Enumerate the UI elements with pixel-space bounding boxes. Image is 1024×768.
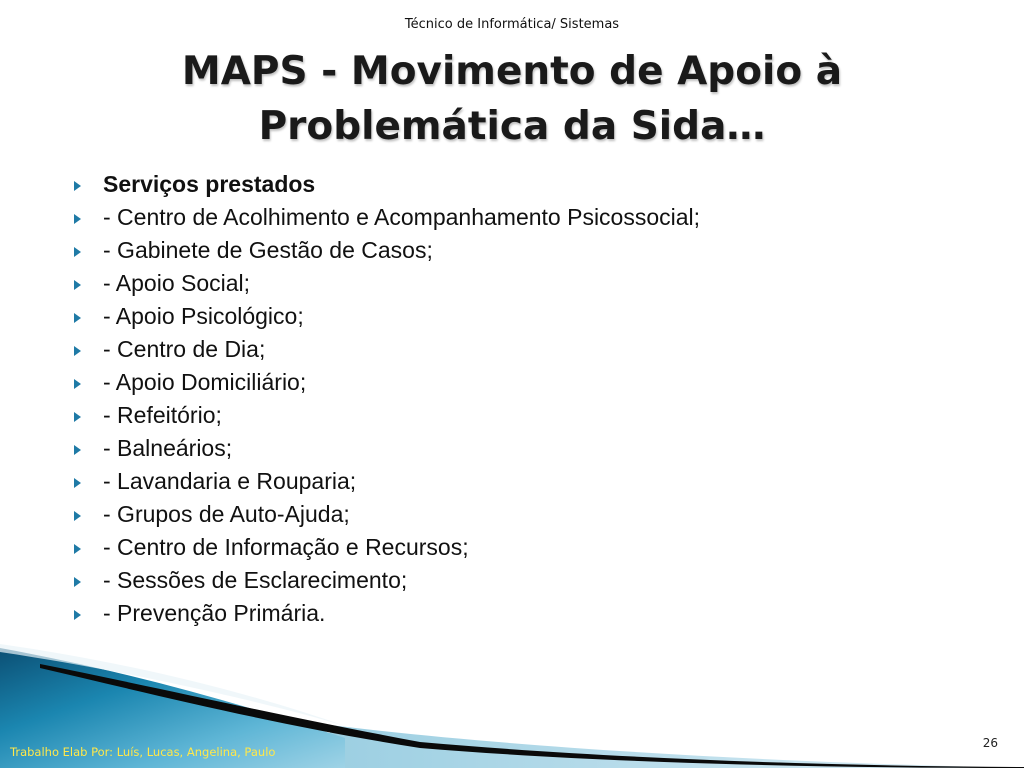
triangle-right-icon <box>74 610 81 620</box>
page-number: 26 <box>982 736 998 750</box>
bullet-text: - Balneários; <box>103 435 233 461</box>
triangle-right-icon <box>74 478 81 488</box>
list-item <box>74 267 700 300</box>
triangle-right-icon <box>74 544 81 554</box>
list-item <box>74 465 700 498</box>
list-item <box>74 168 700 201</box>
list-item <box>74 399 700 432</box>
list-item <box>74 234 700 267</box>
list-item <box>74 432 700 465</box>
triangle-right-icon <box>74 379 81 389</box>
bullet-text: Serviços prestados <box>103 171 316 197</box>
list-item <box>74 300 700 333</box>
bullet-text: - Gabinete de Gestão de Casos; <box>103 237 433 263</box>
triangle-right-icon <box>74 412 81 422</box>
list-item <box>74 498 700 531</box>
bullet-text: - Apoio Social; <box>103 270 251 296</box>
triangle-right-icon <box>74 346 81 356</box>
list-item <box>74 597 700 630</box>
services-list <box>74 168 700 630</box>
bullet-text: - Apoio Psicológico; <box>103 303 304 329</box>
bullet-text: - Centro de Acolhimento e Acompanhamento Psicossocial; <box>103 204 701 230</box>
list-item <box>74 333 700 366</box>
triangle-right-icon <box>74 313 81 323</box>
bullet-text: - Sessões de Esclarecimento; <box>103 567 408 593</box>
bullet-text: - Apoio Domiciliário; <box>103 369 307 395</box>
bullet-text: - Refeitório; <box>103 402 222 428</box>
triangle-right-icon <box>74 280 81 290</box>
list-item <box>74 201 700 234</box>
triangle-right-icon <box>74 247 81 257</box>
title-line-1: MAPS - Movimento de Apoio à <box>181 49 843 94</box>
triangle-right-icon <box>74 577 81 587</box>
bullet-text: - Centro de Dia; <box>103 336 266 362</box>
triangle-right-icon <box>74 511 81 521</box>
bullet-text: - Lavandaria e Rouparia; <box>103 468 357 494</box>
footer-authors: Trabalho Elab Por: Luís, Lucas, Angelina, Paulo <box>10 745 276 759</box>
title-line-2: Problemática da Sida… <box>258 104 766 149</box>
list-item <box>74 564 700 597</box>
slide-header: Técnico de Informática/ Sistemas <box>404 17 620 32</box>
bullet-text: - Centro de Informação e Recursos; <box>103 534 469 560</box>
triangle-right-icon <box>74 181 81 191</box>
bullet-text: - Grupos de Auto-Ajuda; <box>103 501 350 527</box>
list-item <box>74 531 700 564</box>
list-item <box>74 366 700 399</box>
triangle-right-icon <box>74 214 81 224</box>
triangle-right-icon <box>74 445 81 455</box>
bullet-text: - Prevenção Primária. <box>103 600 326 626</box>
slide-title <box>62 44 962 154</box>
